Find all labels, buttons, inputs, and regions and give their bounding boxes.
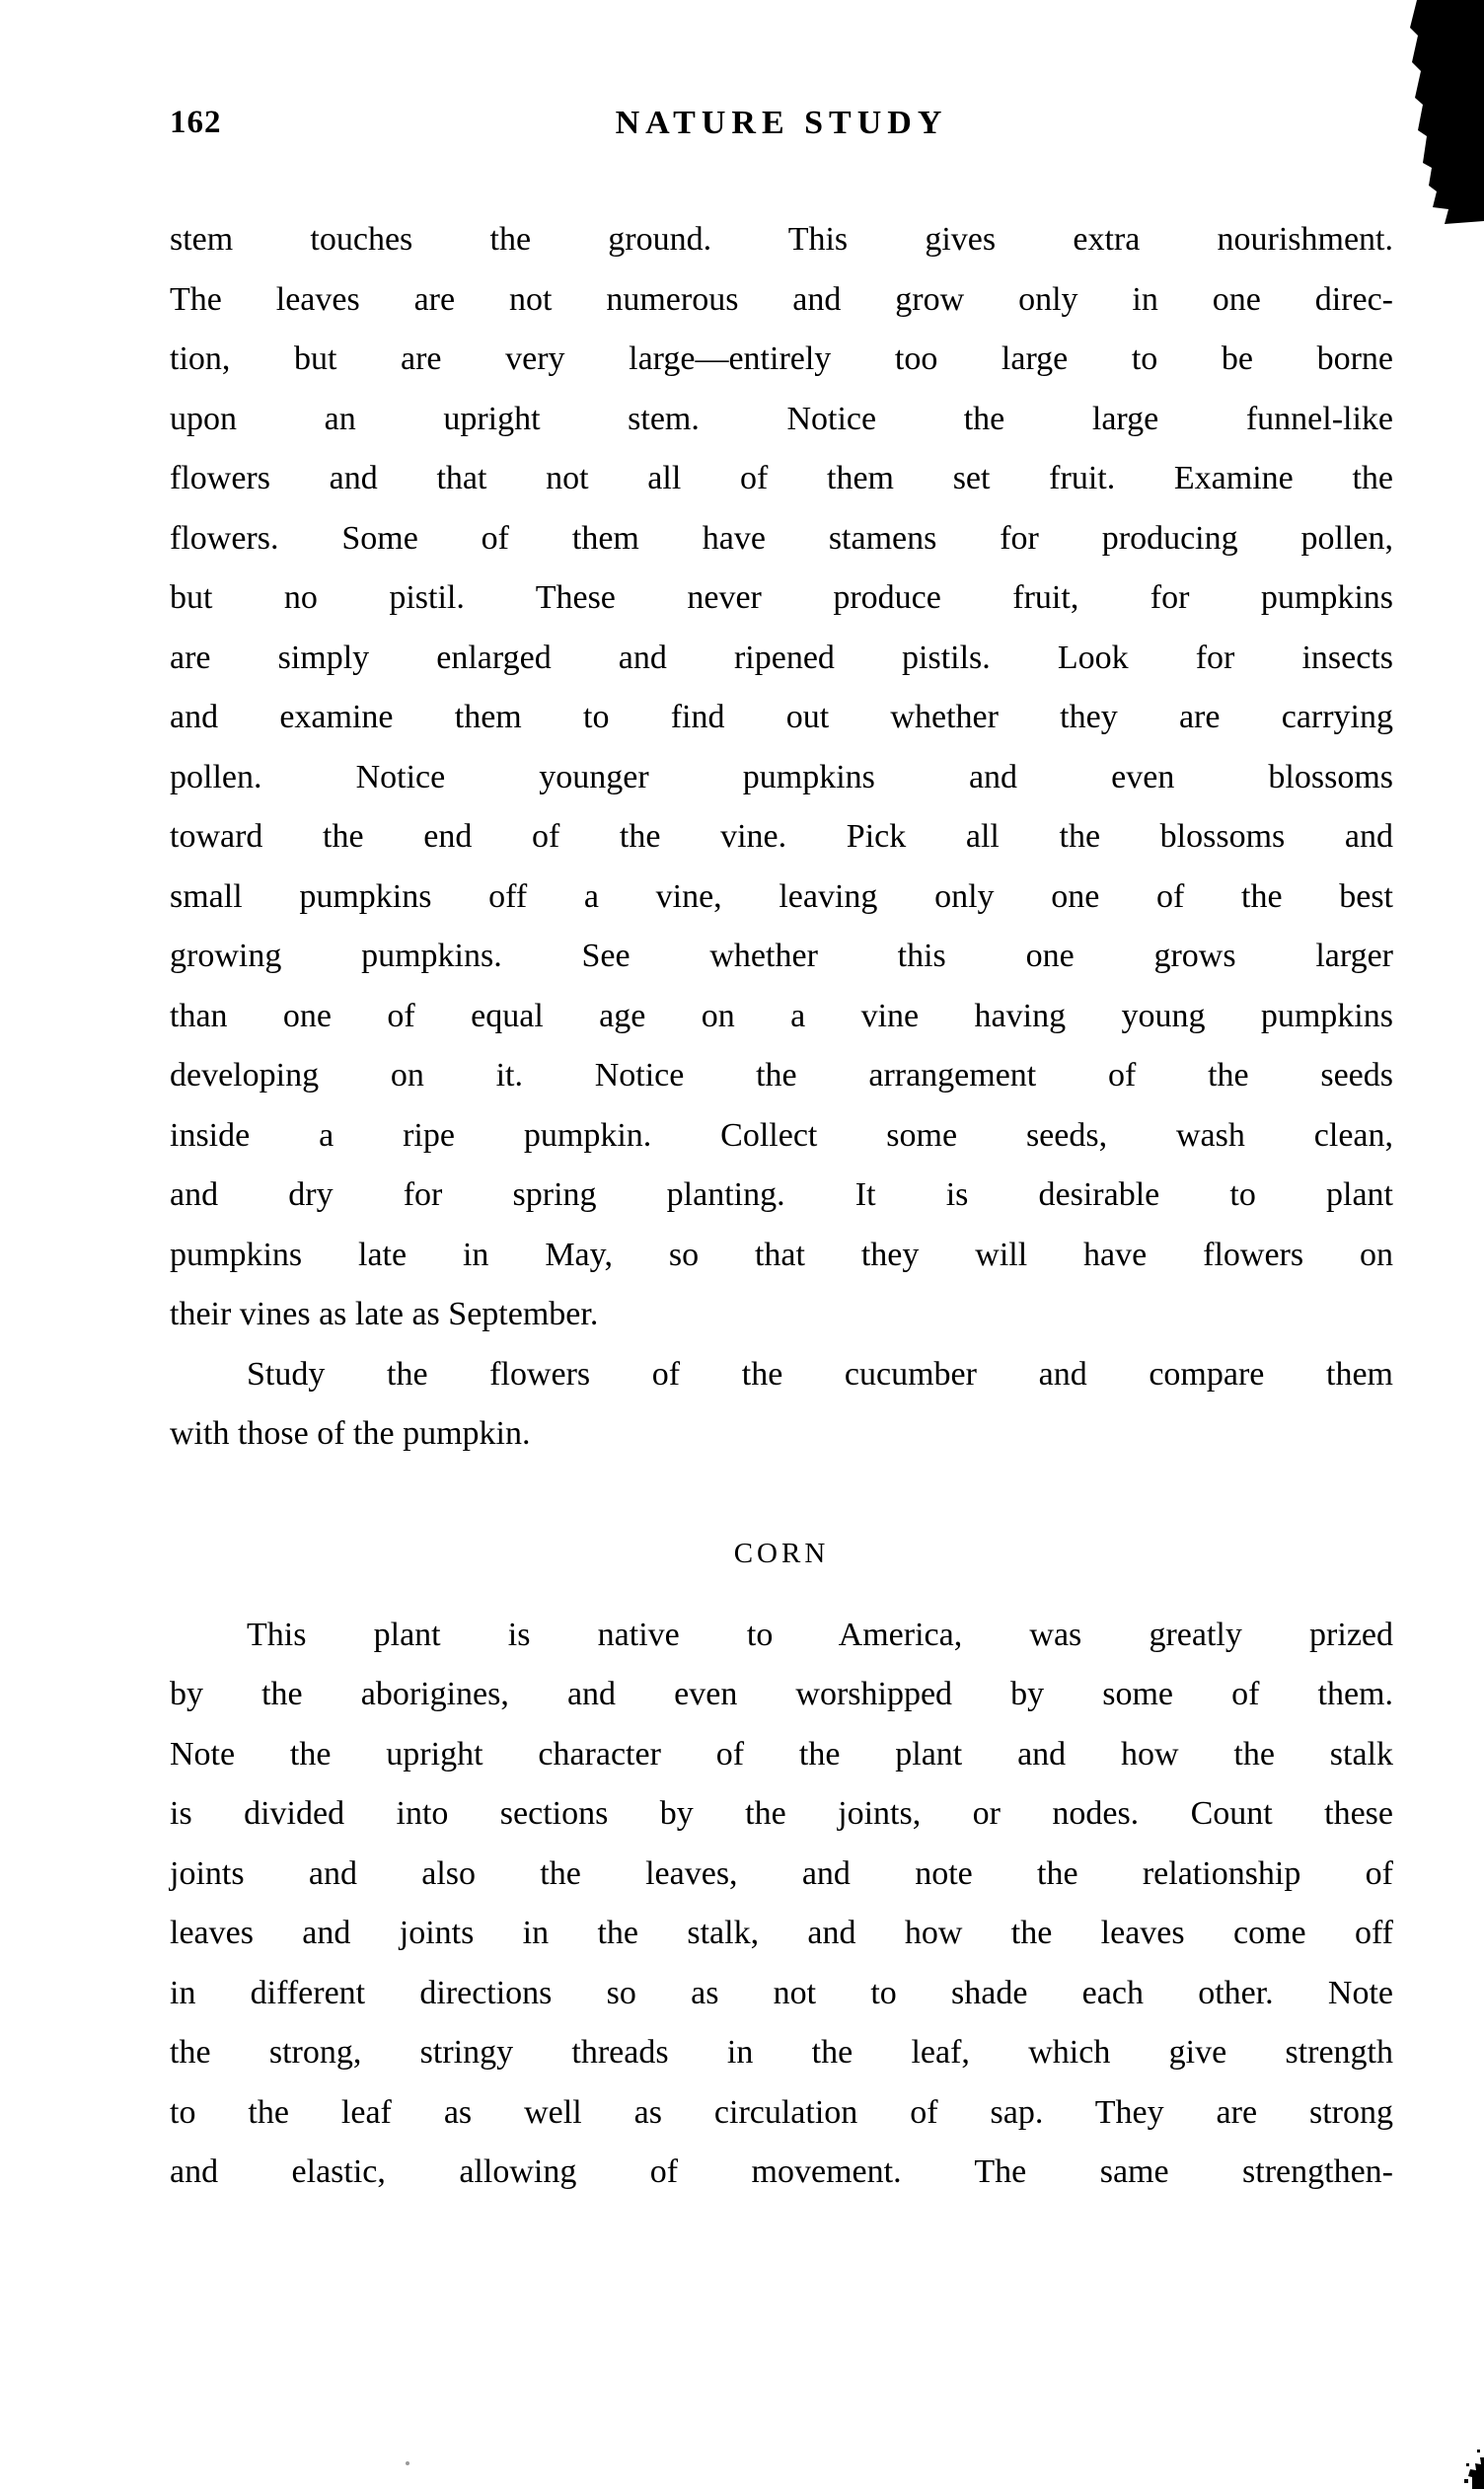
- text-line: Note the upright character of the plant and how the stalk: [170, 1735, 1393, 1772]
- running-title: NATURE STUDY: [615, 105, 948, 141]
- text-line: and dry for spring planting. It is desirable to plant: [170, 1176, 1393, 1213]
- scan-faint-dot: [406, 2461, 409, 2465]
- text-line: flowers and that not all of them set fruit. Examine the: [170, 460, 1393, 496]
- text-line: This plant is native to America, was greatly prized: [247, 1616, 1393, 1653]
- scan-speck: [1464, 2479, 1468, 2483]
- body-text-column: [170, 210, 1393, 2203]
- text-line: pollen. Notice younger pumpkins and even blossoms: [170, 758, 1393, 795]
- section-heading-corn: CORN: [733, 1537, 830, 1569]
- text-line: developing on it. Notice the arrangement of the seeds: [170, 1057, 1393, 1094]
- text-line: is divided into sections by the joints, or nodes. Count these: [170, 1795, 1393, 1832]
- paragraph-corn: [170, 1606, 1393, 2203]
- text-line: and examine them to find out whether they are carrying: [170, 699, 1393, 735]
- text-line: by the aborigines, and even worshipped by some of them.: [170, 1676, 1393, 1712]
- text-line: joints and also the leaves, and note the relationship of: [170, 1854, 1393, 1892]
- text-line: small pumpkins off a vine, leaving only one of the best: [170, 877, 1393, 915]
- paragraph-cucumber: [170, 1345, 1393, 1465]
- text-line: tion, but are very large—entirely too large to be borne: [170, 340, 1393, 377]
- text-line: but no pistil. These never produce fruit, for pumpkins: [170, 579, 1393, 616]
- text-line: the strong, stringy threads in the leaf, which give strength: [170, 2034, 1393, 2071]
- text-line: their vines as late as September.: [170, 1296, 599, 1332]
- scan-artifact-bottom-right-mark: [1468, 2457, 1484, 2489]
- text-line: are simply enlarged and ripened pistils. Look for insects: [170, 639, 1393, 676]
- text-line: toward the end of the vine. Pick all the blossoms and: [170, 818, 1393, 855]
- scan-artifact-top-right-blob: [1410, 0, 1484, 224]
- text-line: than one of equal age on a vine having young pumpkins: [170, 997, 1393, 1034]
- scan-speck: [1477, 2450, 1480, 2452]
- text-line: to the leaf as well as circulation of sap. They are strong: [170, 2093, 1393, 2131]
- text-line: flowers. Some of them have stamens for producing pollen,: [170, 519, 1393, 557]
- text-line: The leaves are not numerous and grow only in one direc-: [170, 280, 1393, 318]
- text-line: upon an upright stem. Notice the large funnel-like: [170, 400, 1393, 437]
- text-line: and elastic, allowing of movement. The same strengthen-: [170, 2153, 1393, 2190]
- text-line: with those of the pumpkin.: [170, 1415, 531, 1452]
- text-line: inside a ripe pumpkin. Collect some seeds, wash clean,: [170, 1116, 1393, 1154]
- page-number: 162: [170, 105, 222, 140]
- text-line: growing pumpkins. See whether this one grows larger: [170, 938, 1393, 974]
- running-header: [170, 105, 1393, 146]
- text-line: leaves and joints in the stalk, and how the leaves come off: [170, 1915, 1393, 1951]
- scan-speck: [1466, 2463, 1469, 2466]
- text-line: Study the flowers of the cucumber and compare them: [247, 1355, 1393, 1393]
- text-line: stem touches the ground. This gives extra nourishment.: [170, 221, 1393, 258]
- paragraph-pumpkin: [170, 210, 1393, 1345]
- text-line: in different directions so as not to shade each other. Note: [170, 1974, 1393, 2011]
- text-line: pumpkins late in May, so that they will have flowers on: [170, 1236, 1393, 1273]
